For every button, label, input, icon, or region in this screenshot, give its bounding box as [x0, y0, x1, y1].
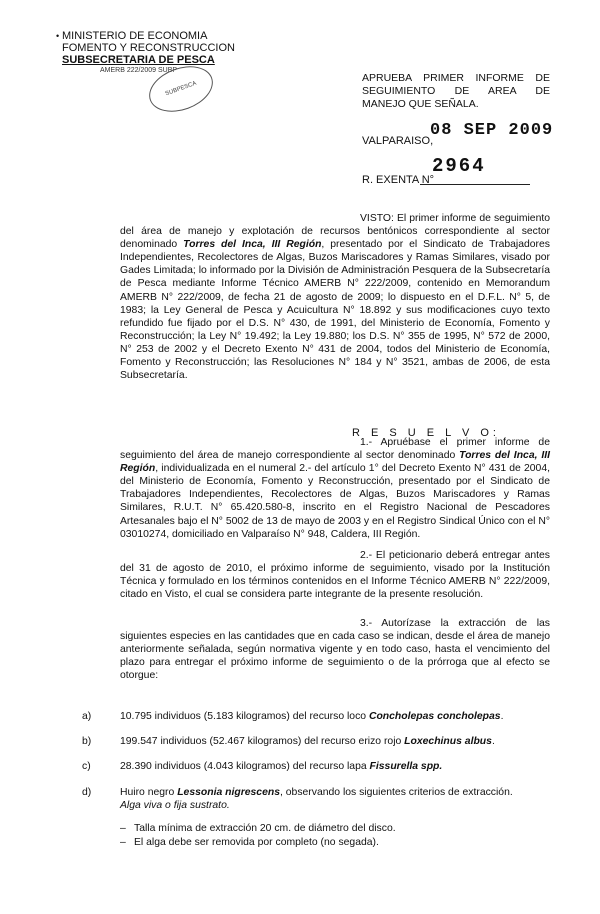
visto-lead: El primer informe de [396, 213, 491, 224]
bullet-text: El alga debe ser removida por completo (no segada). [134, 837, 379, 848]
item-1-body-a: seguimiento del área de manejo correspondiente al sector denominado [120, 450, 460, 462]
criteria-bullet [120, 822, 540, 835]
date-stamp: 08 SEP 2009 [430, 121, 554, 140]
species-item-c [82, 760, 552, 773]
resolution-underline [420, 184, 530, 185]
stamp-text: SUBPESCA [164, 80, 198, 98]
item-2-body: del 31 de agosto de 2010, el próximo informe de seguimiento, visado por la Institución Técnica y formulado en los términos contenidos en el Informe Técnico AMERB N° 222/2009, citado en Visto, el cual se considera parte integrante de la presente resolución. [120, 563, 550, 601]
species-d-subnote: Alga viva o fija sustrato. [120, 800, 230, 811]
visto-body-a: seguimiento del área de manejo y explotación de recursos bentónicos correspondiente al sector denominado [120, 213, 551, 251]
species-item-b [82, 735, 552, 748]
item-1-lead: 1.- Apruébase el primer informe de [360, 437, 550, 448]
species-name: Fissurella spp. [369, 761, 443, 772]
resolution-item-3 [120, 617, 550, 682]
bullet-text: Talla mínima de extracción 20 cm. de diámetro del disco. [134, 823, 396, 834]
species-name: Lessonia nigrescens [177, 787, 280, 798]
species-item-label: a) [82, 711, 92, 722]
letterhead-reference: AMERB 222/2009 SUBP [100, 67, 178, 74]
species-item-d [82, 786, 552, 799]
item-1-sector: Torres del Inca, III Región [120, 450, 550, 475]
visto-sector: Torres del Inca, III Región [183, 239, 322, 251]
resuelvo-heading: R E S U E L V O: [352, 427, 500, 439]
species-item-text: 28.390 individuos (4.043 kilogramos) del recurso lapa [120, 761, 370, 772]
letterhead-subsecretaria: SUBSECRETARIA DE PESCA [62, 54, 215, 66]
item-2-lead: 2.- El peticionario deberá entregar antes [360, 550, 550, 561]
species-item-text: Huiro negro [120, 787, 178, 798]
bullet-dash: – [120, 823, 126, 834]
species-name: Concholepas concholepas [368, 711, 501, 722]
item-3-lead: 3.- Autorízase la extracción de las siguientes [120, 618, 550, 643]
species-item-text: 199.547 individuos (52.467 kilogramos) del recurso erizo rojo [120, 736, 405, 747]
criteria-bullet [120, 836, 540, 849]
resolution-label: R. EXENTA N° [362, 174, 435, 186]
document-title [362, 72, 550, 111]
resolution-item-1 [120, 436, 550, 541]
visto-paragraph [120, 212, 550, 382]
title-line-2: SEGUIMIENTO DE AREA DE [362, 85, 550, 97]
corner-mark: • [56, 31, 60, 41]
species-item-text: 10.795 individuos (5.183 kilogramos) del recurso loco [120, 711, 369, 722]
resolution-item-2 [120, 549, 550, 601]
bullet-dash: – [120, 837, 126, 848]
species-name: Loxechinus albus [404, 736, 492, 747]
title-line-3: MANEJO QUE SEÑALA. [362, 98, 479, 110]
species-item-end: . [491, 736, 495, 747]
letterhead-ministry-2: FOMENTO Y RECONSTRUCCION [62, 42, 235, 54]
species-item-a [82, 710, 552, 723]
species-item-label: d) [82, 787, 92, 798]
item-1-body-b: , individualizada en el numeral 2.- del artículo 1° del Decreto Exento N° 431 de 2004, del Ministerio de Economía, Fomento y Reconstrucción, presentado por el Sindicato de Trabajadores Independientes, Recolectores de Algas, Buzos Mariscadores y Ramas Similares, R.U.T. N° 65.420.580-8, inscrito en el Registro Nacional de Pescadores Artesanales bajo el N° 5002 de 13 de mayo de 2003 y en el Registro Sindical Único con el N° 03010274, domiciliado en Valparaíso N° 948, Caldera, III Región. [120, 463, 550, 540]
species-item-end: . [500, 711, 504, 722]
place-label: VALPARAISO, [362, 135, 434, 147]
item-3-body: especies en las cantidades que en cada caso se indican, desde el área de manejo anteriormente señalada, según normativa vigente y en todo caso, hasta el vencimiento del plazo para entregar el próximo informe de seguimiento o de la prórroga que al efecto se otorgue: [120, 631, 550, 682]
visto-body-b: , presentado por el Sindicato de Trabajadores Independientes, Recolectores de Algas, Buzos Mariscadores y Ramas Similares, visado por Gades Limitada; lo informado por la División de Administración Pesquera de la Subsecretaría de Pesca mediante Informe Técnico AMERB N° 222/2009, contenido en Memorandum AMERB N° 222/2009, de fecha 21 de agosto de 2009; lo dispuesto en el D.F.L. N° 5, de 1983; la Ley General de Pesca y Acuicultura N° 18.892 y sus modificaciones cuyo texto refundido fue fijado por el D.S. N° 430, de 1991, del Ministerio de Economía, Fomento y Reconstrucción; la Ley N° 19.492; la Ley 19.880; los D.S. N° 355 de 1995, N° 572 de 2000, N° 253 de 2002 y el Decreto Exento N° 431 de 2004, todos del Ministerio de Economía, Fomento y Reconstrucción; las Resoluciones N° 184 y N° 3521, ambas de 2006, de esta Subsecretaría. [120, 239, 550, 382]
species-item-label: c) [82, 761, 91, 772]
letterhead-ministry: MINISTERIO DE ECONOMIA [62, 30, 208, 42]
species-item-end: , observando los siguientes criterios de extracción. [279, 787, 513, 798]
title-line-1: APRUEBA PRIMER INFORME DE [362, 72, 550, 84]
species-item-label: b) [82, 736, 92, 747]
resolution-number: 2964 [432, 155, 486, 177]
visto-label: VISTO: [360, 213, 394, 224]
